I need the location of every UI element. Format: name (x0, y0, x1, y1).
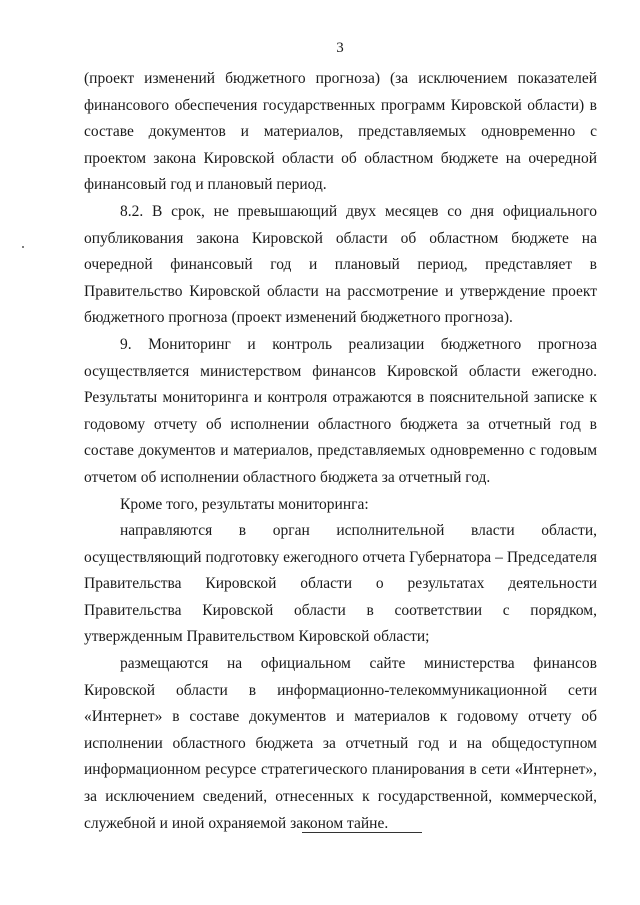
paragraph-9: 9. Мониторинг и контроль реализации бюджетного прогноза осуществляется министерством финансов Кировской области ежегодно. Результаты мониторинга и контроля отражаются в пояснительной записке к годовому отчету об исполнении областного бюджета за отчетный год в составе документов и материалов, представляемых одновременно с годовым отчетом об исполнении областного бюджета за отчетный год. (84, 335, 597, 486)
end-of-text-rule (302, 832, 422, 833)
paragraph-moreover: Кроме того, результаты мониторинга: (120, 495, 369, 513)
page-number: 3 (336, 40, 344, 56)
paragraph-sent-to-authority: направляются в орган исполнительной власти области, осуществляющий подготовку ежегодного отчета Губернатора – Председателя Правительства Кировской области о результатах деятельности Правительства Кировской области в соответствии с порядком, утвержденным Правительством Кировской области; (84, 522, 597, 646)
paragraph-8-2: 8.2. В срок, не превышающий двух месяцев со дня официального опубликования закона Кировской области об областном бюджете на очередной финансовый год и плановый период, представляет в Правительство Кировской области на рассмотрение и утверждение проект бюджетного прогноза (проект изменений бюджетного прогноза). (84, 202, 597, 327)
document-body (84, 66, 597, 837)
paragraph-continuation: (проект изменений бюджетного прогноза) (за исключением показателей финансового обеспечения государственных программ Кировской области) в составе документов и материалов, представляемых одновременно с проектом закона Кировской области об областном бюджете на очередной финансовый год и плановый период. (84, 70, 597, 194)
scan-speck (22, 246, 24, 248)
paragraph-published-online: размещаются на официальном сайте министерства финансов Кировской области в информационно-телекоммуникационной сети «Интернет» в составе документов и материалов к годовому отчету об исполнении областного бюджета за отчетный год и на общедоступном информационном ресурсе стратегического планирования в сети «Интернет», за исключением сведений, отнесенных к государственной, коммерческой, служебной и иной охраняемой законом тайне. (84, 655, 597, 832)
